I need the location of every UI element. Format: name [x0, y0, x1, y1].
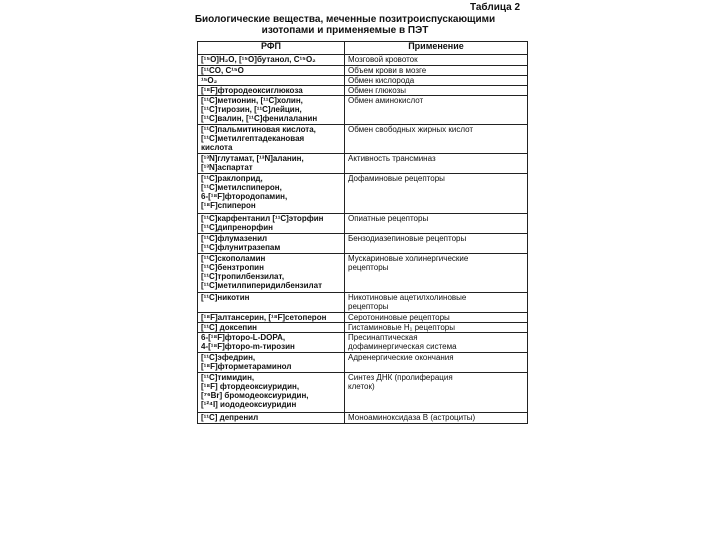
application-cell: Обмен аминокислот	[345, 96, 528, 125]
rfp-cell: [¹¹C]метионин, [¹¹C]холин, [¹¹C]тирозин, [¹¹C]лейцин, [¹¹C]валин, [¹¹C]фенилаланин	[198, 96, 345, 125]
rfp-cell: [¹¹C]флумазенил [¹¹C]флунитразепам	[198, 234, 345, 254]
rfp-cell: [¹¹C]карфентанил [¹¹C]эторфин [¹¹C]дипренорфин	[198, 214, 345, 234]
application-cell: Гистаминовые H₁ рецепторы	[345, 323, 528, 333]
application-cell: Дофаминовые рецепторы	[345, 174, 528, 214]
table-number-label: Таблица 2	[470, 2, 521, 13]
rfp-cell: [¹¹C]скополамин [¹¹C]бензтропин [¹¹C]тропилбензилат, [¹¹C]метилпиперидилбензилат	[198, 254, 345, 293]
table-row	[198, 96, 528, 125]
table-row	[198, 313, 528, 323]
rfp-cell: 6-[¹⁸F]фторо-L-DOPA, 4-[¹⁸F]фторо-m-тирозин	[198, 333, 345, 353]
rfp-cell: [¹¹C]пальмитиновая кислота, [¹¹C]метилгептадекановая кислота	[198, 125, 345, 154]
rfp-cell: [¹⁸F]алтансерин, [¹⁸F]сетоперон	[198, 313, 345, 323]
rfp-cell: [¹¹C] депренил	[198, 413, 345, 424]
rfp-cell: ¹⁵O₂	[198, 76, 345, 86]
application-cell: Синтез ДНК (пролиферация клеток)	[345, 373, 528, 413]
table-row	[198, 254, 528, 293]
application-cell: Адренергические окончания	[345, 353, 528, 373]
application-cell: Мускариновые холинергические рецепторы	[345, 254, 528, 293]
table-row	[198, 323, 528, 333]
application-cell: Обмен свободных жирных кислот	[345, 125, 528, 154]
header-rfp: РФП	[198, 42, 345, 55]
application-cell: Бензодиазепиновые рецепторы	[345, 234, 528, 254]
rfp-cell: [¹⁸F]фтородеоксиглюкоза	[198, 86, 345, 96]
table-row	[198, 234, 528, 254]
application-cell: Обмен кислорода	[345, 76, 528, 86]
table-row	[198, 55, 528, 66]
table-row	[198, 174, 528, 214]
table-row	[198, 214, 528, 234]
rfp-cell: [¹³N]глутамат, [¹³N]аланин, [¹³N]аспартат	[198, 154, 345, 174]
table-row	[198, 76, 528, 86]
table-row	[198, 373, 528, 413]
table-row	[198, 293, 528, 313]
rfp-cell: [¹¹CO, C¹⁵O	[198, 66, 345, 76]
pet-substances-table	[197, 41, 528, 424]
table-row	[198, 333, 528, 353]
application-cell: Объем крови в мозге	[345, 66, 528, 76]
rfp-cell: [¹¹C]эфедрин, [¹⁸F]фторметараминол	[198, 353, 345, 373]
application-cell: Обмен глюкозы	[345, 86, 528, 96]
rfp-cell: [¹¹C] доксепин	[198, 323, 345, 333]
application-cell: Пресинаптическая дофаминергическая система	[345, 333, 528, 353]
rfp-cell: [¹¹C]тимидин, [¹⁸F] фтордеоксиуридин, [⁷⁶Br] бромодеоксиуридин, [¹²⁴I] иододеоксиуридин	[198, 373, 345, 413]
table-body	[198, 55, 528, 424]
table-header-row	[198, 42, 528, 55]
table-row	[198, 353, 528, 373]
header-application: Применение	[345, 42, 528, 55]
table-row	[198, 66, 528, 76]
application-cell: Никотиновые ацетилхолиновые рецепторы	[345, 293, 528, 313]
rfp-cell: [¹⁵O]H₂O, [¹⁵O]бутанол, C¹⁵O₂	[198, 55, 345, 66]
rfp-cell: [¹¹C]раклоприд, [¹¹C]метилспиперон, 6-[¹⁸F]фтородопамин, [¹⁸F]спиперон	[198, 174, 345, 214]
table-caption: Биологические вещества, меченные позитроиспускающими изотопами и применяемые в ПЭТ	[194, 14, 496, 36]
table-row	[198, 86, 528, 96]
application-cell: Мозговой кровоток	[345, 55, 528, 66]
application-cell: Моноаминоксидаза В (астроциты)	[345, 413, 528, 424]
table-row	[198, 413, 528, 424]
application-cell: Опиатные рецепторы	[345, 214, 528, 234]
table-row	[198, 154, 528, 174]
rfp-cell: [¹¹C]никотин	[198, 293, 345, 313]
application-cell: Серотониновые рецепторы	[345, 313, 528, 323]
application-cell: Активность трансминаз	[345, 154, 528, 174]
table-row	[198, 125, 528, 154]
